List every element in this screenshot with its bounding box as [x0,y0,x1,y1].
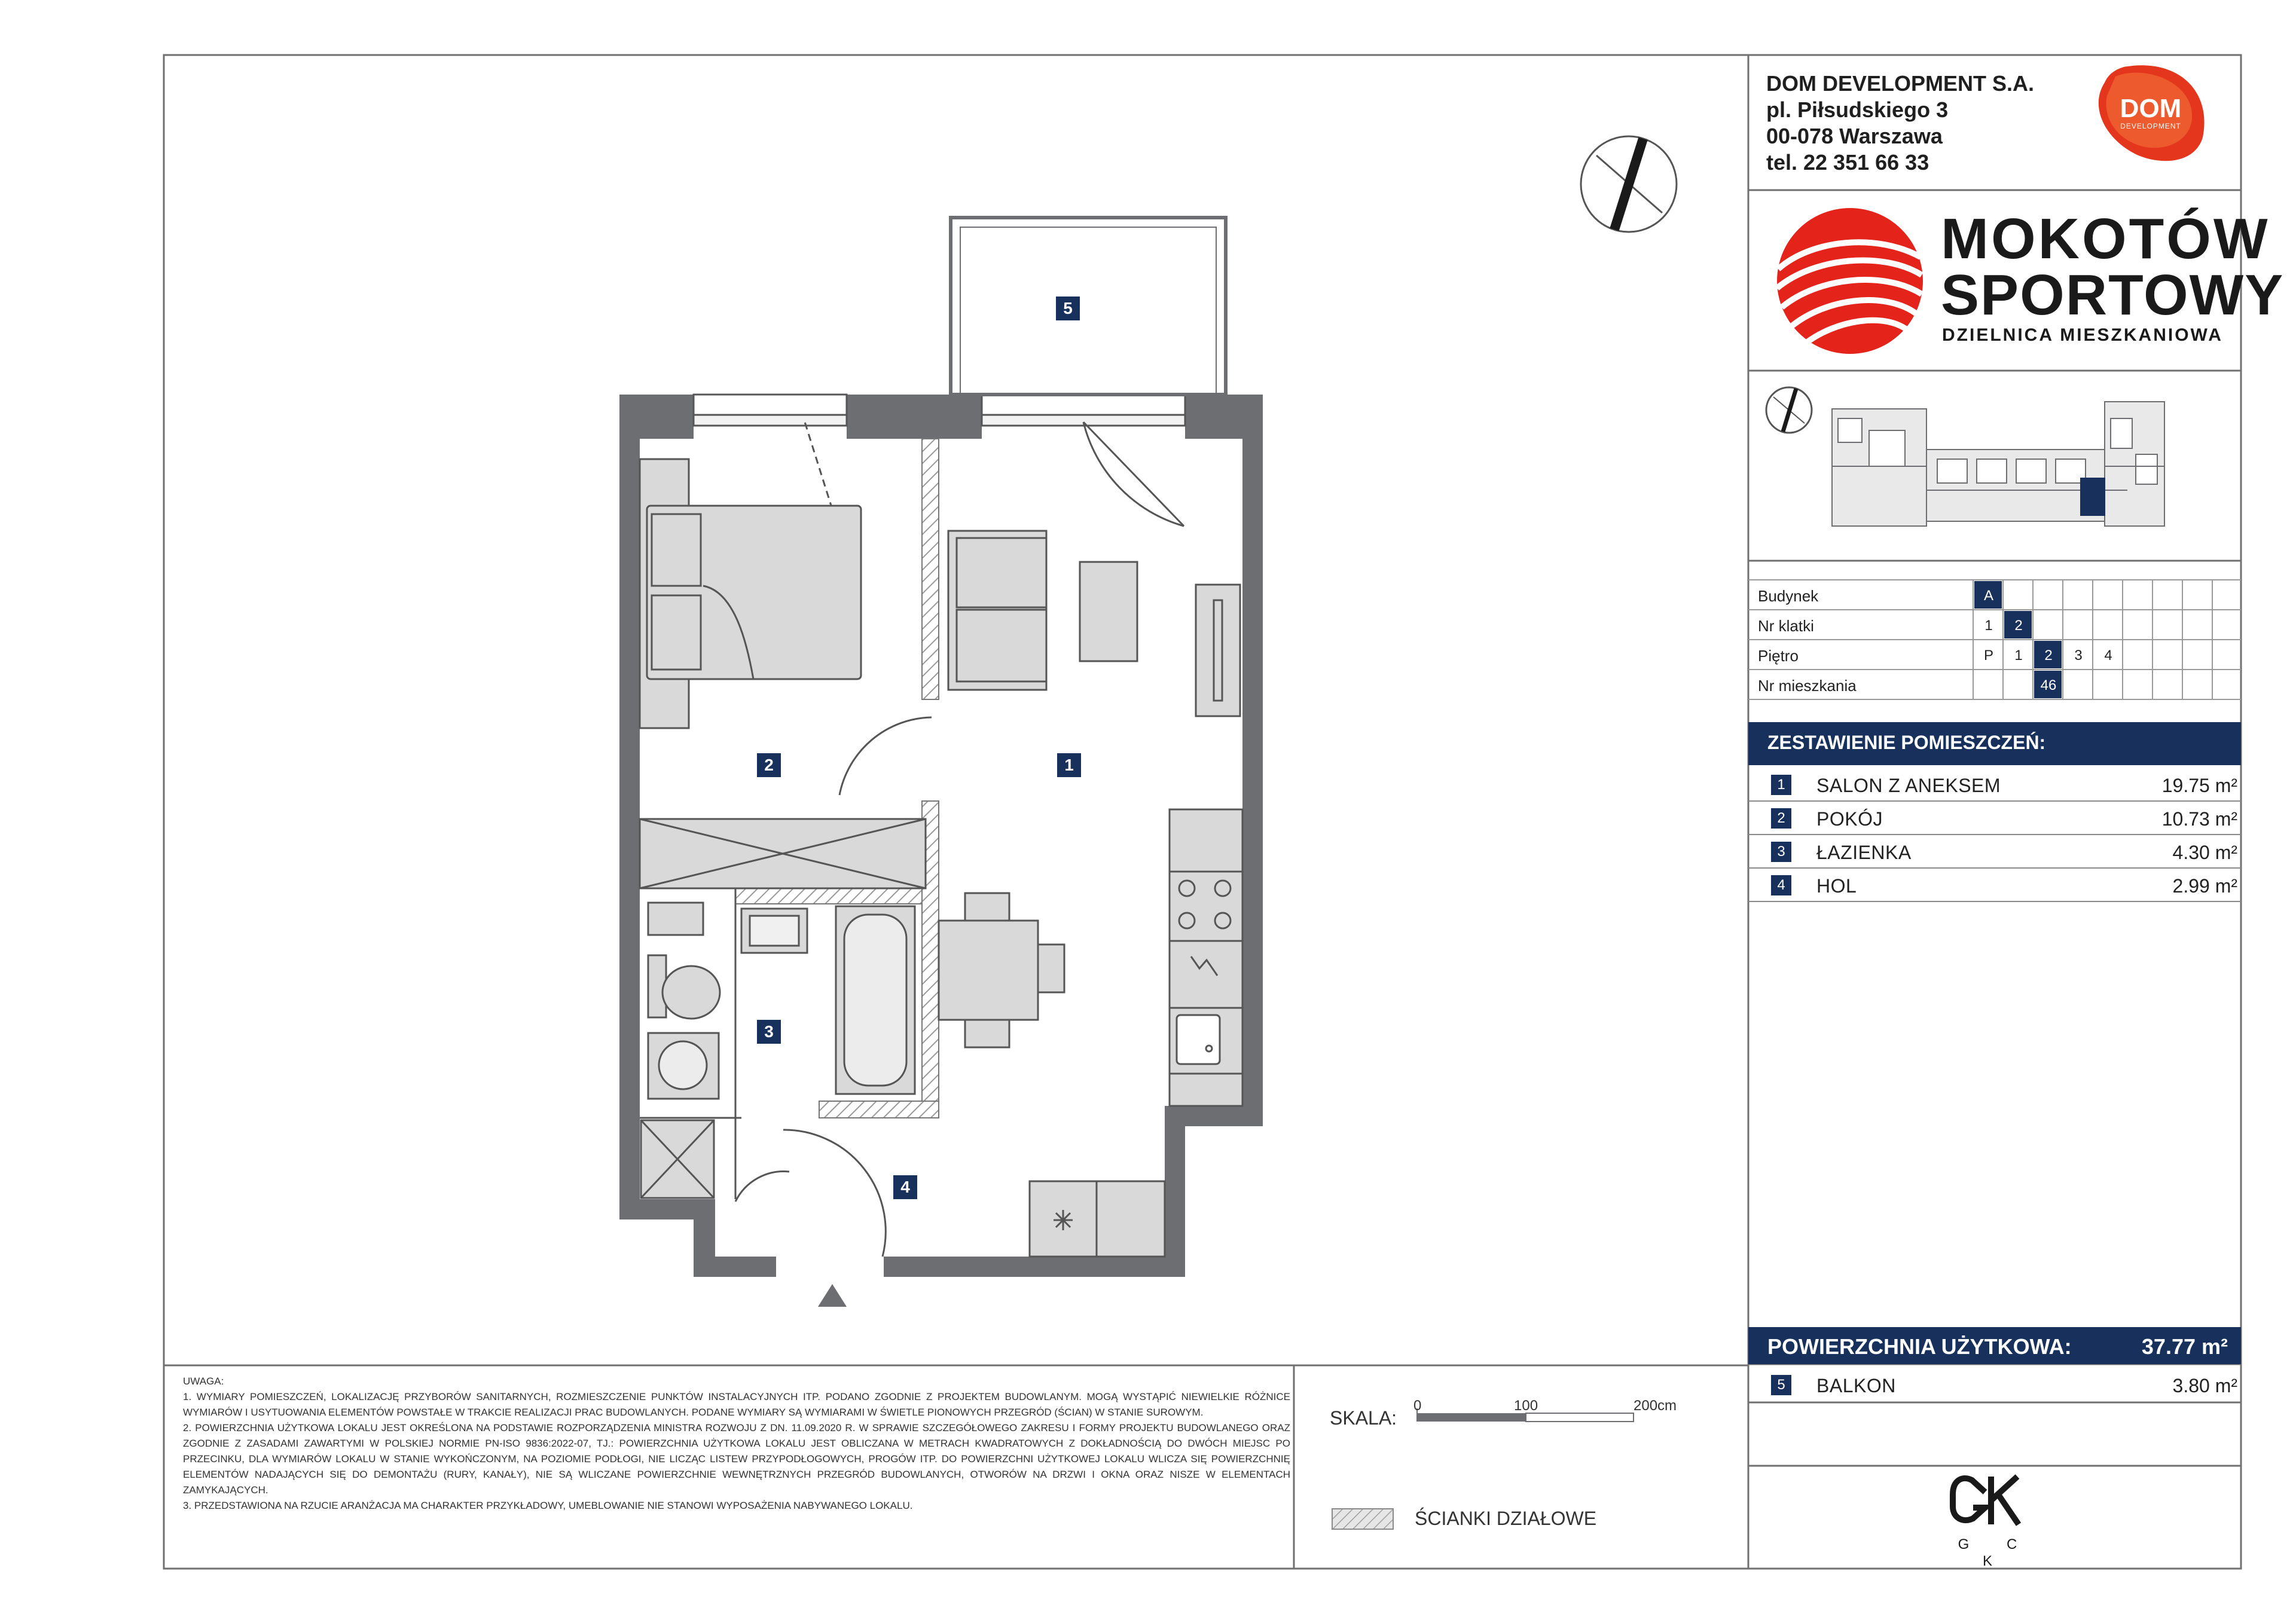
project-title-line1: MOKOTÓW [1941,207,2270,271]
partition-legend-swatch [1332,1509,1393,1529]
dining-table [939,893,1064,1047]
room-name: HOL [1816,875,1857,897]
staircase-cell-2: 2 [2014,618,2023,634]
partition-walls-legend: ŚCIANKI DZIAŁOWE [1415,1508,1597,1529]
room-label-2: 2 [757,753,781,777]
key-plan-compass-icon [1766,387,1812,433]
architect-letters: G C K [1958,1536,2034,1569]
location-row-floor-label: Piętro [1758,647,1799,665]
floor-cell-3: 3 [2074,647,2083,664]
company-name: DOM DEVELOPMENT S.A. [1766,71,2035,96]
location-row-staircase-label: Nr klatki [1758,617,1814,635]
room-row [1771,801,2237,835]
living-furniture [948,531,1240,716]
note-item: 3. PRZEDSTAWIONA NA RZUCIE ARANŻACJA MA CHARAKTER PRZYKŁADOWY, UMEBLOWANIE NIE STANOWI WYPOSAŻENIA NABYWANEGO LOKALU. [183,1500,913,1511]
room-name: ŁAZIENKA [1816,842,1912,863]
usable-area-label: POWIERZCHNIA UŻYTKOWA: [1767,1334,2072,1359]
floor-cell-p: P [1983,647,1993,664]
company-info [1766,71,2034,176]
company-logo-text: DOM [2120,94,2182,123]
room-label-3: 3 [757,1020,781,1044]
room-label-4: 4 [893,1175,917,1199]
notes-title: UWAGA: [183,1376,224,1387]
balcony-number: 5 [1771,1375,1791,1395]
room-area: 10.73 m² [2161,808,2237,830]
company-phone: tel. 22 351 66 33 [1766,150,1929,175]
room-number: 4 [1771,875,1791,895]
scale-label: SKALA: [1330,1407,1397,1429]
key-plan [1832,402,2164,526]
room-label-5: 5 [1056,297,1080,320]
room-row [1771,768,2237,801]
floor-cell-4: 4 [2104,647,2112,664]
scale-tick-100: 100 [1514,1398,1538,1414]
room-name: SALON Z ANEKSEM [1816,775,2001,796]
room-label-1: 1 [1057,753,1081,777]
balcony-name: BALKON [1816,1375,1896,1396]
room-number: 1 [1771,775,1791,795]
room-area: 2.99 m² [2172,875,2237,897]
note-item: 1. WYMIARY POMIESZCZEŃ, LOKALIZACJĘ PRZYBORÓW SANITARNYCH, ROZMIESZCZENIE PUNKTÓW INSTALACYJNYCH ITP. PODANO ZGODNIE Z PROJEKTEM BUDOWLANYM. MOGĄ WYSTĄPIĆ NIEWIELKIE RÓŻNICE WYMIARÓW I USYTUOWANIA ELEMENTÓW POWSTAŁE W TRAKCIE REALIZACJI PRAC BUDOWLANYCH. PODANE WYMIARY SĄ WYMIARAMI W ŚWIETLE PIONOWYCH PRZEGRÓD (ŚCIAN) W STANIE SUROWYM. [183,1391,1290,1418]
balcony [951,218,1226,395]
entry-cabinets [1030,1181,1165,1257]
company-logo-subtext: DEVELOPMENT [2120,122,2181,130]
kitchen [1170,809,1242,1106]
floor-cell-2: 2 [2044,647,2053,664]
room-area: 19.75 m² [2161,775,2237,796]
room-number: 2 [1771,808,1791,829]
wardrobe [640,819,926,888]
scale-tick-200: 200cm [1634,1398,1677,1414]
room-row [1771,835,2237,868]
floor-cell-1: 1 [2014,647,2023,664]
balcony-area: 3.80 m² [2172,1375,2237,1396]
balcony-row [1771,1368,2237,1401]
bathroom-fixtures [641,903,915,1198]
building-cell: A [1983,588,1993,604]
compass-icon [1581,136,1677,232]
room-area: 4.30 m² [2172,842,2237,863]
company-address-street: pl. Piłsudskiego 3 [1766,97,1949,122]
room-row [1771,868,2237,901]
room-name: POKÓJ [1816,808,1883,830]
project-subtitle: DZIELNICA MIESZKANIOWA [1942,325,2223,345]
notes-block [183,1374,1290,1514]
staircase-cell-1: 1 [1984,618,1993,634]
scale-tick-0: 0 [1413,1398,1422,1414]
architect-logo [1953,1477,2019,1524]
project-logo-icon [1777,208,1923,354]
room-number: 3 [1771,842,1791,862]
bed [640,459,861,728]
project-title-line2: SPORTOWY [1941,263,2285,327]
rooms-header: ZESTAWIENIE POMIESZCZEŃ: [1767,732,2046,753]
apartment-cell: 46 [2040,677,2057,693]
location-row-building-label: Budynek [1758,587,1819,605]
note-item: 2. POWIERZCHNIA UŻYTKOWA LOKALU JEST OKREŚLONA NA PODSTAWIE ROZPORZĄDZENIA MINISTRA ROZWOJU Z DN. 11.09.2020 R. W SPRAWIE SZCZEGÓŁOWEGO ZAKRESU I FORMY PROJEKTU BUDOWLANEGO ORAZ ZGODNIE Z ZASADAMI ZAWARTYMI W POLSKIEJ NORMIE PN-ISO 9836:2022-07, TJ.: POWIERZCHNIA UŻYTKOWA LOKALU JEST OBLICZANA W METRACH KWADRATOWYCH Z DOKŁADNOŚCIĄ DO DWÓCH MIEJSC PO PRZECINKU, DLA WYMIARÓW LOKALU W STANIE WYKOŃCZONYM, NA POZIOMIE PODŁOGI, NIE LICZĄC LISTEW PRZYPODŁOGOWYCH, PROGÓW ITP. DO POWIERZCHNI UŻYTKOWEJ LOKALU WLICZA SIĘ POWIERZCHNIĘ ELEMENTÓW NADAJĄCYCH SIĘ DO DEMONTAŻU (RURY, KANAŁY), NIE SĄ WLICZANE POWIERZCHNIE WEWNĘTRZNYCH PRZEGRÓD BUDOWLANYCH, OTWORÓW NA DRZWI I OKNA ORAZ NISZE W ELEMENTACH ZAMYKAJĄCYCH. [183,1422,1290,1496]
entrance-arrow [818,1284,847,1307]
usable-area-value: 37.77 m² [2141,1334,2228,1359]
company-address-city: 00-078 Warszawa [1766,124,1943,148]
location-row-apartment-label: Nr mieszkania [1758,677,1857,695]
